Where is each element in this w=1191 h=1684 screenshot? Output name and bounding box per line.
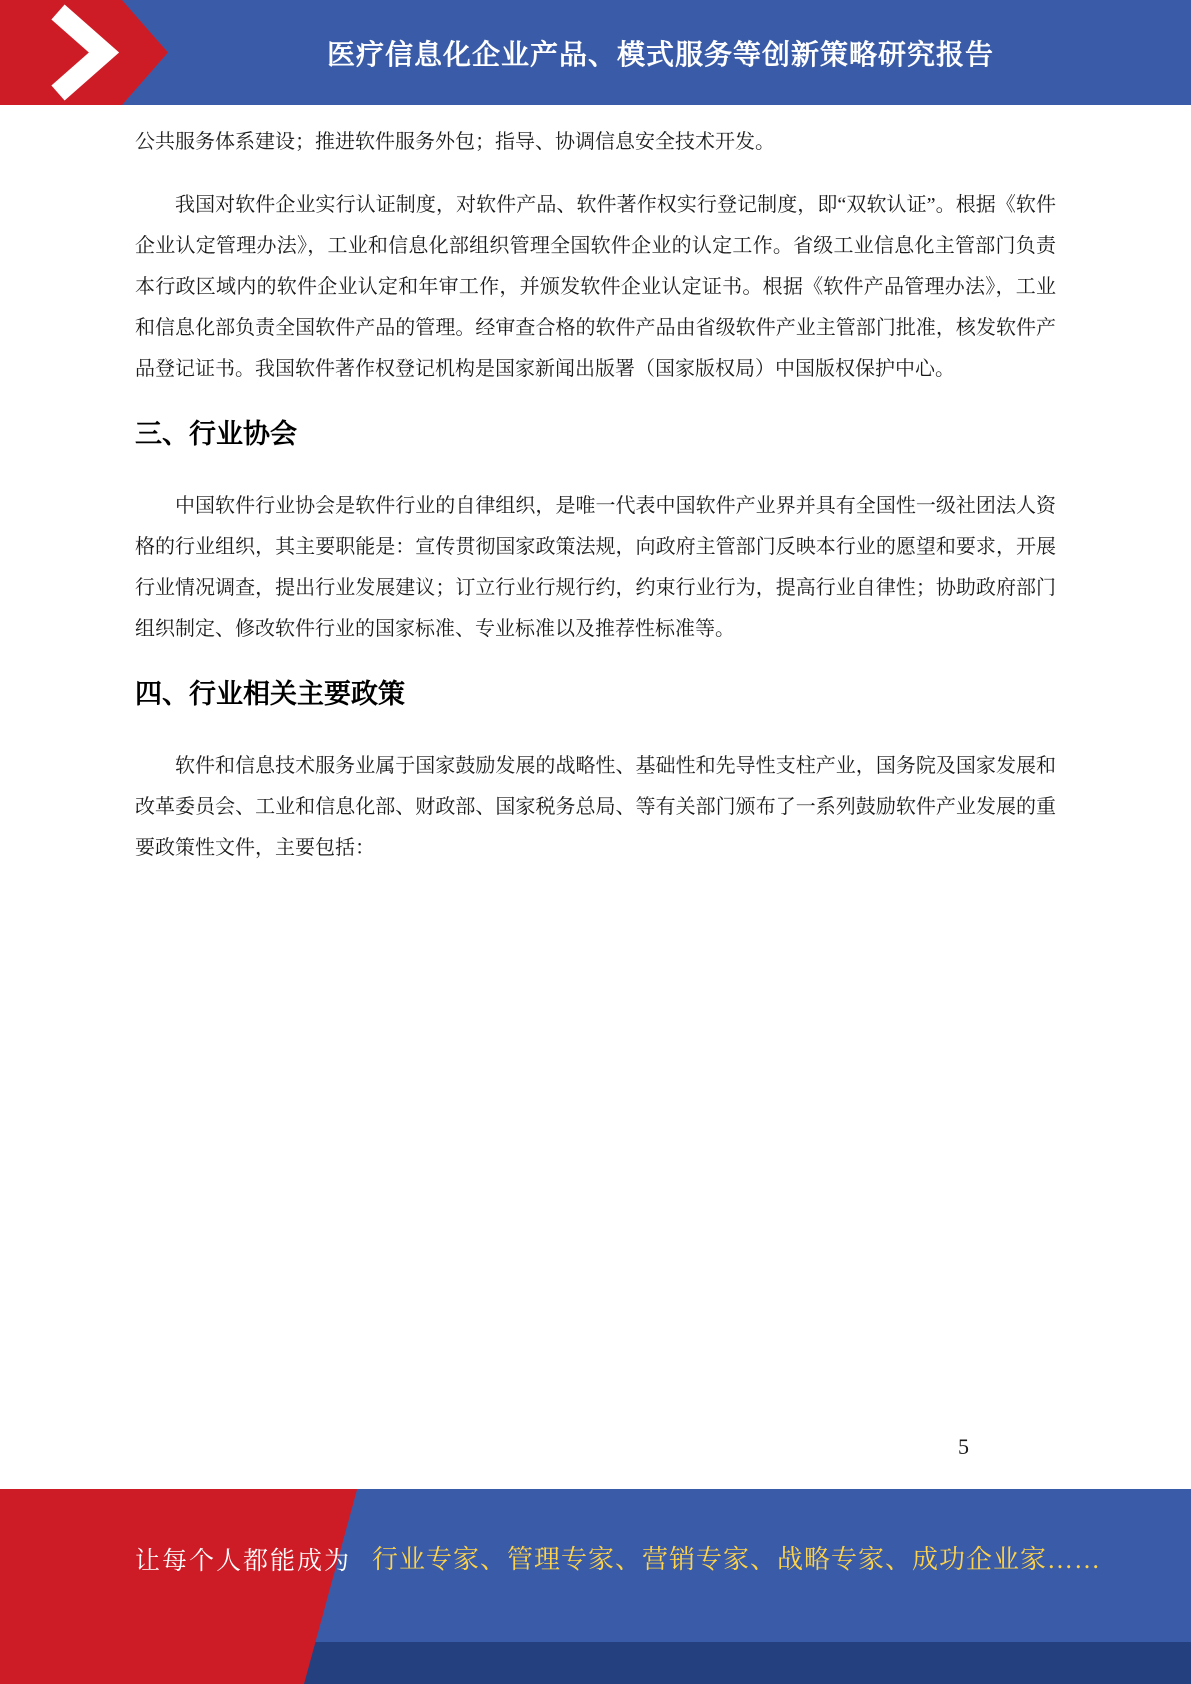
footer-slogan-right: 行业专家、管理专家、营销专家、战略专家、成功企业家…… (372, 1545, 1102, 1574)
header-arrow-icon (0, 0, 170, 105)
body-paragraph: 中国软件行业协会是软件行业的自律组织，是唯一代表中国软件产业界并具有全国性一级社团法人资格的行业组织，其主要职能是：宣传贯彻国家政策法规，向政府主管部门反映本行业的愿望和要求，开展行业情况调查，提出行业发展建议；订立行业行规行约，约束行业行为，提高行业自律性；协助政府部门组织制定、修改软件行业的国家标准、专业标准以及推荐性标准等。 (135, 495, 1056, 640)
page-number: 5 (958, 1434, 969, 1459)
footer-slogan-left: 让每个人都能成为 (135, 1548, 352, 1575)
report-title: 医疗信息化企业产品、模式服务等创新策略研究报告 (326, 38, 994, 70)
body-paragraph: 我国对软件企业实行认证制度，对软件产品、软件著作权实行登记制度，即“双软认证”。根据《软件企业认定管理办法》，工业和信息化部组织管理全国软件企业的认定工作。省级工业信息化主管部门负责本行政区域内的软件企业认定和年审工作，并颁发软件企业认定证书。根据《软件产品管理办法》，工业和信息化部负责全国软件产品的管理。经审查合格的软件产品由省级软件产业主管部门批准，核发软件产品登记证书。我国软件著作权登记机构是国家新闻出版署（国家版权局）中国版权保护中心。 (135, 194, 1056, 380)
section-heading-policies: 四、行业相关主要政策 (135, 679, 405, 709)
body-paragraph: 公共服务体系建设；推进软件服务外包；指导、协调信息安全技术开发。 (135, 131, 775, 153)
section-heading-industry-association: 三、行业协会 (135, 419, 297, 449)
body-paragraph: 软件和信息技术服务业属于国家鼓励发展的战略性、基础性和先导性支柱产业，国务院及国家发展和改革委员会、工业和信息化部、财政部、国家税务总局、等有关部门颁布了一系列鼓励软件产业发展的重要政策性文件，主要包括： (135, 755, 1056, 859)
report-header (0, 0, 1191, 105)
page-footer (0, 1489, 1191, 1684)
page-content (135, 122, 1056, 891)
